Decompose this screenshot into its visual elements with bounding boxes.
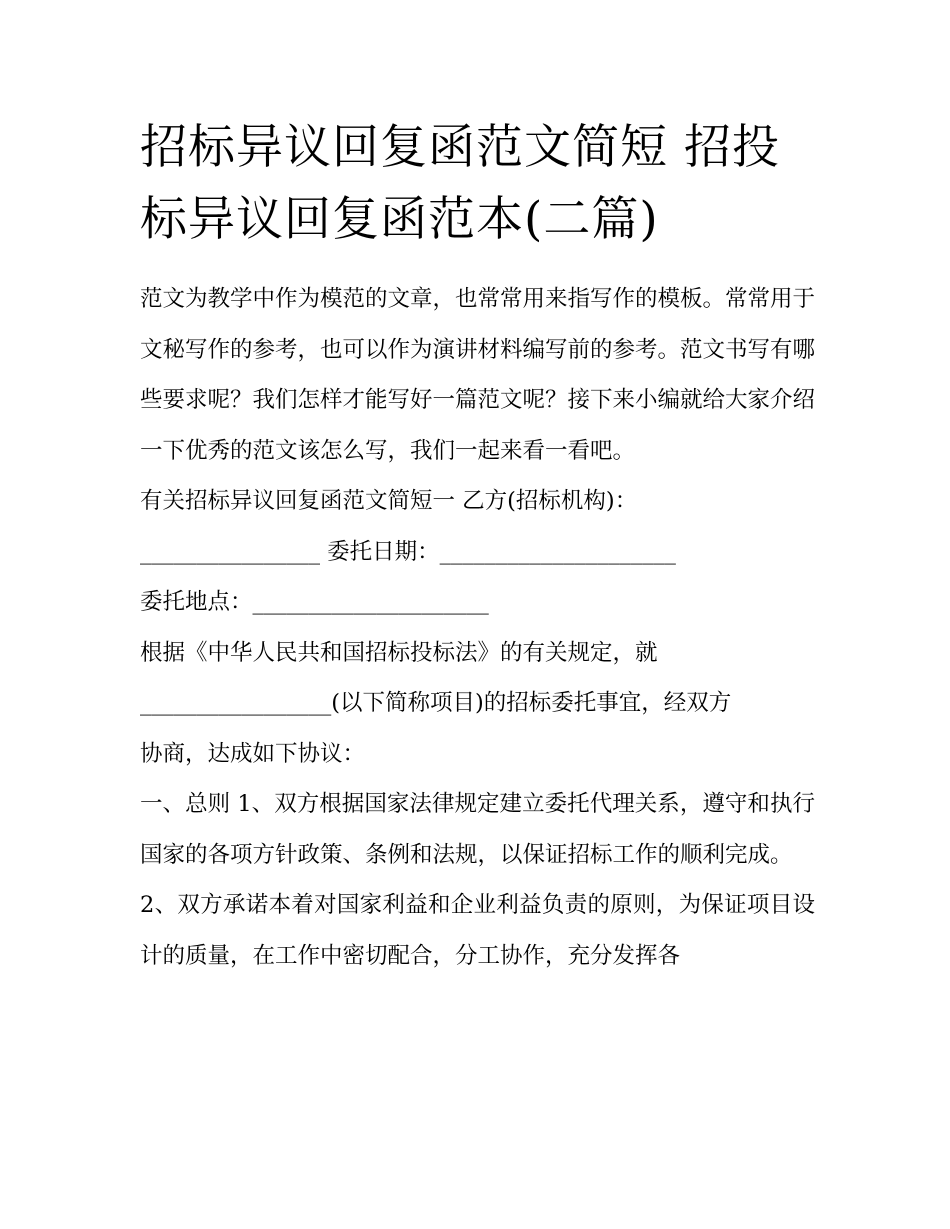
project-line: _________________(以下简称项目)的招标委托事宜，经双方 xyxy=(140,690,732,716)
document-page xyxy=(140,112,815,981)
agreement-line: 协商，达成如下协议： xyxy=(140,740,366,767)
entrust-place-line: 委托地点：_____________________ xyxy=(140,589,489,615)
entrust-date-line: ________________ 委托日期：_____________________ xyxy=(140,538,676,565)
document-title xyxy=(140,112,815,256)
clause-1-paragraph: 一、总则 1、双方根据国家法律规定建立委托代理关系，遵守和执行国家的各项方针政策、条例和法规，以保证招标工作的顺利完成。 xyxy=(140,791,815,868)
section-heading: 有关招标异议回复函范文简短一 乙方(招标机构)： xyxy=(140,488,638,514)
intro-paragraph: 范文为教学中作为模范的文章，也常常用来指写作的模板。常常用于文秘写作的参考，也可以作为演讲材料编写前的参考。范文书写有哪些要求呢？我们怎样才能写好一篇范文呢？接下来小编就给大家介绍一下优秀的范文该怎么写，我们一起来看一看吧。 xyxy=(140,286,816,464)
basis-line: 根据《中华人民共和国招标投标法》的有关规定，就 xyxy=(140,639,658,666)
clause-2-paragraph: 2、双方承诺本着对国家利益和企业利益负责的原则，为保证项目设计的质量，在工作中密切配合，分工协作，充分发挥各 xyxy=(140,892,815,969)
title-line-2: 标异议回复函范本(二篇) xyxy=(140,192,659,247)
title-line-1: 招标异议回复函范文简短 招投 xyxy=(140,120,780,175)
document-body xyxy=(140,274,815,981)
